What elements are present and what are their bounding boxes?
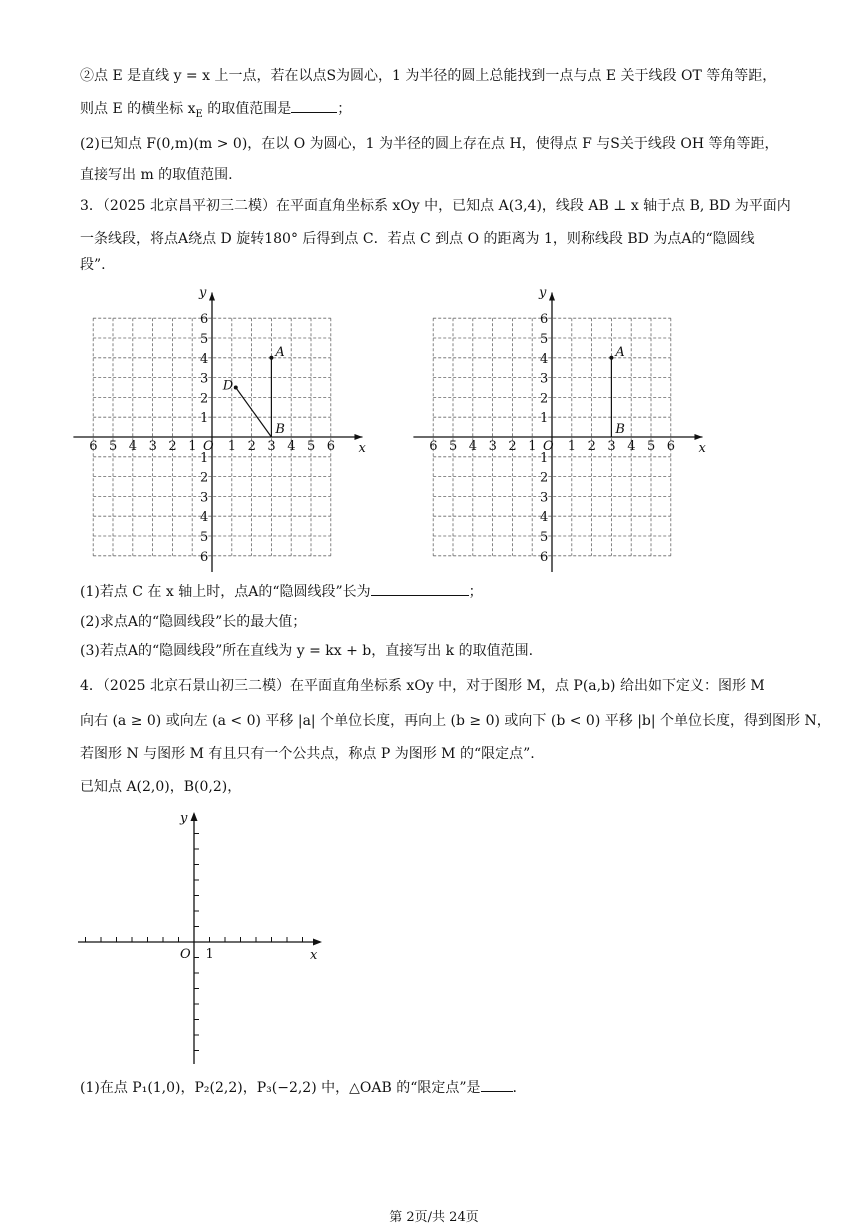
p4-q1-end: . [512, 1080, 517, 1096]
x-tick-label: 4 [128, 439, 138, 454]
x-tick-label: 5 [307, 439, 316, 454]
point-a [269, 356, 273, 360]
y-tick-label: 1 [540, 450, 549, 466]
coordinate-grid-2 [412, 282, 712, 572]
x-axis-arrow [354, 434, 362, 440]
x-tick-label: 3 [488, 439, 497, 454]
x-tick-label: 4 [627, 439, 636, 454]
point-d [234, 386, 238, 390]
y-tick-label: 3 [200, 490, 209, 506]
x-tick-label: 3 [148, 439, 157, 454]
x-tick-label: 6 [429, 439, 438, 454]
x-tick-label: 6 [89, 439, 98, 454]
x-tick-label: 5 [449, 439, 458, 454]
point-a [609, 356, 613, 360]
problem-4-line-4: 已知点 A(2,0)，B(0,2)， [80, 779, 242, 795]
text-line-2b: 的取值范围是 [202, 101, 292, 117]
x-tick-label: 2 [168, 439, 177, 454]
y-tick-label: 2 [540, 470, 549, 486]
point-b-label: B [615, 422, 625, 437]
answer-blank-xe[interactable] [291, 98, 337, 113]
x-tick-label: 6 [326, 439, 336, 454]
y-tick-label: 4 [200, 351, 209, 367]
problem-4-line-2: 向右 (a ≥ 0) 或向左 (a < 0) 平移 |a| 个单位长度，再向上 (b ≥ 0) 或向下 (b < 0) 平移 |b| 个单位长度，得到图形 N， [80, 713, 831, 729]
text-line-3: (2)已知点 F(0,m)(m > 0)，在以 O 为圆心，1 为半径的圆上存在点 H，使得点 F 与S关于线段 OH 等角等距， [80, 136, 779, 152]
segment-bd [236, 388, 272, 438]
y-tick-label: 2 [540, 391, 549, 407]
problem-3-question-2: (2)求点A的“隐圆线段”长的最大值； [80, 614, 307, 630]
x-axis-label: x [698, 441, 706, 456]
x-tick-label: 4 [468, 439, 478, 454]
answer-blank-p4q1[interactable] [481, 1077, 513, 1092]
x-tick-label: 2 [587, 439, 596, 454]
y-tick-label: 6 [540, 549, 549, 565]
y-tick-label: 2 [200, 391, 209, 407]
point-b-label: B [275, 422, 285, 437]
x-tick-label: 3 [267, 439, 276, 454]
x-axis-label: x [358, 441, 366, 456]
x-tick-label: 5 [647, 439, 656, 454]
coordinate-axes-3 [72, 808, 332, 1070]
text-line-4: 直接写出 m 的取值范围. [80, 167, 233, 183]
x-axis-label: x [310, 948, 318, 963]
x-tick-label: 2 [247, 439, 256, 454]
text-line-2c: ； [337, 101, 352, 117]
y-axis-arrow [191, 812, 198, 821]
q1-text: (1)若点 C 在 x 轴上时，点A的“隐圆线段”长为 [80, 584, 371, 600]
y-tick-label: 3 [540, 490, 549, 506]
origin-label: O [543, 439, 554, 454]
y-tick-label: 4 [540, 351, 549, 367]
y-tick-label: 5 [200, 332, 209, 347]
unit-label: 1 [205, 947, 214, 962]
q1-end: ； [468, 584, 483, 600]
point-a-label: A [275, 344, 285, 360]
y-tick-label: 5 [540, 332, 549, 347]
y-tick-label: 2 [200, 470, 209, 486]
x-tick-label: 5 [109, 439, 118, 454]
text-line-2 [80, 98, 351, 125]
problem-4-question-1 [80, 1077, 517, 1098]
subscript-e: E [195, 108, 203, 120]
origin-label: O [180, 947, 191, 962]
y-tick-label: 5 [200, 530, 209, 545]
y-axis-label: y [199, 285, 207, 301]
x-tick-label: 3 [607, 439, 616, 454]
x-tick-label: 1 [188, 439, 197, 454]
problem-4-line-3: 若图形 N 与图形 M 有且只有一个公共点，称点 P 为图形 M 的“限定点”. [80, 746, 535, 762]
text-line-1: ②点 E 是直线 y = x 上一点，若在以点S为圆心，1 为半径的圆上总能找到一点与点 E 关于线段 OT 等角等距， [80, 68, 777, 84]
x-tick-label: 1 [227, 439, 237, 454]
y-tick-label: 5 [540, 530, 549, 545]
problem-4-line-1: 4．（2025 北京石景山初三二模）在平面直角坐标系 xOy 中，对于图形 M，点 P(a,b) 给出如下定义：图形 M [80, 678, 765, 694]
y-tick-label: 3 [200, 371, 209, 387]
y-axis-arrow [549, 292, 555, 300]
x-tick-label: 4 [287, 439, 296, 454]
y-tick-label: 1 [540, 411, 549, 427]
x-tick-label: 1 [528, 439, 537, 454]
y-tick-label: 6 [200, 549, 209, 565]
y-tick-label: 1 [200, 450, 209, 466]
x-tick-label: 2 [508, 439, 517, 454]
y-tick-label: 3 [540, 371, 549, 387]
p4-q1-text: (1)在点 P₁(1,0)，P₂(2,2)，P₃(−2,2) 中，△OAB 的“限定点”是 [80, 1080, 481, 1096]
x-axis-arrow [694, 434, 702, 440]
problem-3-question-1 [80, 581, 483, 602]
y-tick-label: 6 [200, 312, 209, 328]
page-footer: 第 2页/共 24页 [389, 1210, 479, 1225]
point-d-label: D [222, 378, 234, 394]
problem-3-line-2: 一条线段，将点A绕点 D 旋转180° 后得到点 C．若点 C 到点 O 的距离为 1，则称线段 BD 为点A的“隐圆线 [80, 231, 755, 247]
y-tick-label: 6 [540, 312, 549, 328]
answer-blank-q1[interactable] [371, 581, 469, 596]
x-axis-arrow [313, 939, 322, 946]
y-axis-label: y [539, 285, 547, 301]
y-tick-label: 4 [200, 510, 209, 526]
y-axis-label: y [180, 811, 188, 826]
problem-3-question-3: (3)若点A的“隐圆线段”所在直线为 y = kx + b，直接写出 k 的取值范围. [80, 643, 534, 659]
point-a-label: A [615, 344, 625, 360]
problem-3-line-3: 段”. [80, 257, 106, 273]
x-tick-label: 1 [567, 439, 577, 454]
problem-3-line-1: 3．（2025 北京昌平初三二模）在平面直角坐标系 xOy 中，已知点 A(3,4)，线段 AB ⊥ x 轴于点 B, BD 为平面内 [80, 198, 791, 214]
y-tick-label: 4 [540, 510, 549, 526]
text-line-2a: 则点 E 的横坐标 x [80, 101, 196, 117]
y-axis-arrow [209, 292, 215, 300]
origin-label: O [203, 439, 214, 454]
y-tick-label: 1 [200, 411, 209, 427]
coordinate-grid-1 [72, 282, 372, 572]
x-tick-label: 6 [666, 439, 676, 454]
